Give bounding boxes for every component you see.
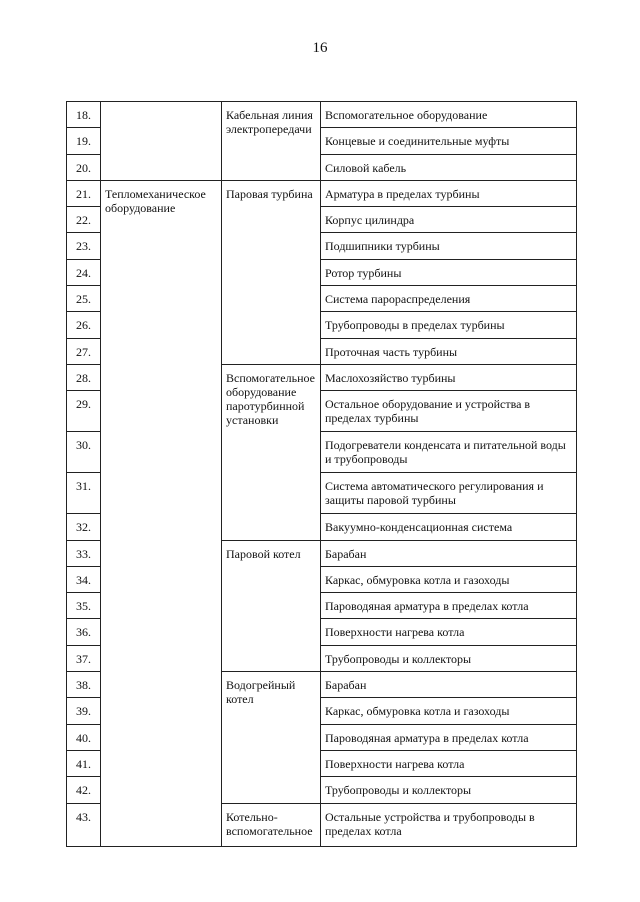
- element-name: Концевые и соединительные муфты: [321, 128, 577, 154]
- row-number: 33.: [67, 540, 101, 566]
- row-number: 29.: [67, 391, 101, 432]
- group-cell-empty: [101, 102, 222, 181]
- row-number: 27.: [67, 338, 101, 364]
- row-number: 39.: [67, 698, 101, 724]
- group-teplomech: Тепломеханическое оборудование: [101, 180, 222, 846]
- element-name: Маслохозяйство турбины: [321, 364, 577, 390]
- element-name: Трубопроводы в пределах турбины: [321, 312, 577, 338]
- table-row: [67, 180, 577, 206]
- row-number: 20.: [67, 154, 101, 180]
- subgroup-boiler-aux: Котельно-вспомогательное: [222, 803, 321, 846]
- element-name: Остальные устройства и трубопроводы в пределах котла: [321, 803, 577, 846]
- element-name: Арматура в пределах турбины: [321, 180, 577, 206]
- element-name: Силовой кабель: [321, 154, 577, 180]
- element-name: Трубопроводы и коллекторы: [321, 645, 577, 671]
- element-name: Трубопроводы и коллекторы: [321, 777, 577, 803]
- element-name: Каркас, обмуровка котла и газоходы: [321, 566, 577, 592]
- row-number: 28.: [67, 364, 101, 390]
- element-name: Остальное оборудование и устройства в пределах турбины: [321, 391, 577, 432]
- row-number: 22.: [67, 207, 101, 233]
- row-number: 36.: [67, 619, 101, 645]
- row-number: 24.: [67, 259, 101, 285]
- element-name: Ротор турбины: [321, 259, 577, 285]
- row-number: 37.: [67, 645, 101, 671]
- subgroup-steam-turbine: Паровая турбина: [222, 180, 321, 364]
- element-name: Подогреватели конденсата и питательной воды и трубопроводы: [321, 432, 577, 473]
- element-name: Барабан: [321, 540, 577, 566]
- element-name: Пароводяная арматура в пределах котла: [321, 593, 577, 619]
- element-name: Поверхности нагрева котла: [321, 750, 577, 776]
- element-name: Система парораспределения: [321, 286, 577, 312]
- element-name: Поверхности нагрева котла: [321, 619, 577, 645]
- row-number: 31.: [67, 473, 101, 514]
- element-name: Корпус цилиндра: [321, 207, 577, 233]
- row-number: 42.: [67, 777, 101, 803]
- row-number: 21.: [67, 180, 101, 206]
- row-number: 35.: [67, 593, 101, 619]
- element-name: Барабан: [321, 672, 577, 698]
- element-name: Проточная часть турбины: [321, 338, 577, 364]
- equipment-table: [66, 101, 577, 847]
- subgroup-hot-water-boiler: Водогрейный котел: [222, 672, 321, 803]
- table-row: [67, 102, 577, 128]
- row-number: 18.: [67, 102, 101, 128]
- element-name: Подшипники турбины: [321, 233, 577, 259]
- element-name: Пароводяная арматура в пределах котла: [321, 724, 577, 750]
- row-number: 41.: [67, 750, 101, 776]
- subgroup-aux-turbine: Вспомогательное оборудование паротурбинной установки: [222, 364, 321, 540]
- row-number: 30.: [67, 432, 101, 473]
- element-name: Вспомогательное оборудование: [321, 102, 577, 128]
- row-number: 19.: [67, 128, 101, 154]
- page-number: 16: [312, 40, 328, 56]
- row-number: 40.: [67, 724, 101, 750]
- row-number: 34.: [67, 566, 101, 592]
- row-number: 38.: [67, 672, 101, 698]
- row-number: 26.: [67, 312, 101, 338]
- subgroup-cable-line: Кабельная линия электропередачи: [222, 102, 321, 181]
- element-name: Система автоматического регулирования и защиты паровой турбины: [321, 473, 577, 514]
- element-name: Вакуумно-конденсационная система: [321, 514, 577, 540]
- row-number: 25.: [67, 286, 101, 312]
- element-name: Каркас, обмуровка котла и газоходы: [321, 698, 577, 724]
- subgroup-steam-boiler: Паровой котел: [222, 540, 321, 671]
- row-number: 32.: [67, 514, 101, 540]
- row-number: 43.: [67, 803, 101, 846]
- row-number: 23.: [67, 233, 101, 259]
